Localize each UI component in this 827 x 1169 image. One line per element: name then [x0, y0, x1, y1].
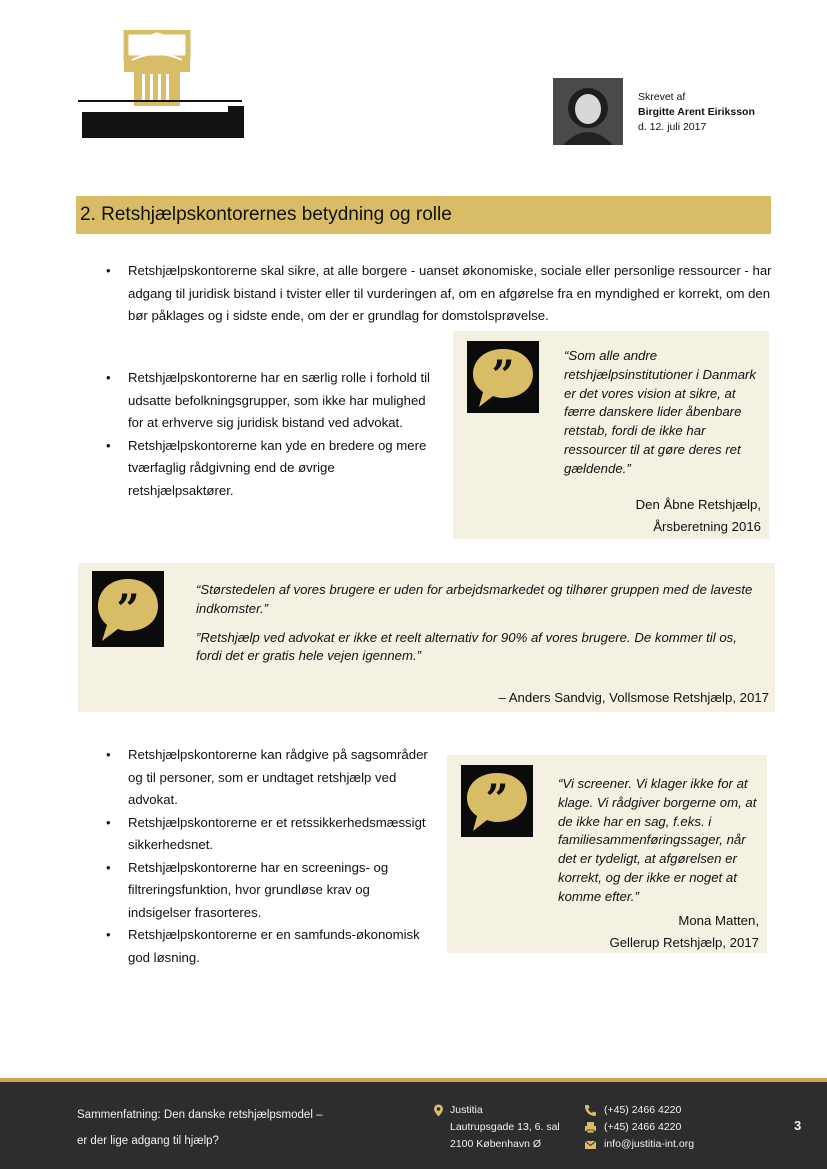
quote-text-group [196, 581, 766, 666]
bullet-list-bottom [106, 744, 436, 969]
logo-wordmark-block [82, 112, 232, 138]
quote-source-line2: Årsberetning 2016 [653, 519, 761, 534]
quote-attribution [509, 910, 759, 954]
svg-text:”: ” [485, 776, 509, 823]
footer-address [432, 1102, 560, 1153]
author-name: Birgitte Arent Eiriksson [638, 106, 755, 118]
svg-text:”: ” [116, 586, 140, 633]
bullet-list-middle [106, 367, 441, 502]
section-header [76, 196, 771, 234]
logo-rule-top [78, 100, 242, 102]
section-title: 2. Retshjælpskontorernes betydning og rolle [80, 204, 452, 225]
quote-text: “Vi screener. Vi klager ikke for at klage. Vi rådgiver borgerne om, at de ikke har en sag, f.eks. i familiesammenføringssager, når det er tydeligt, at afgørelsen er korrekt, og der ikke er noget at komme efter.” [558, 776, 757, 904]
list-item: • Retshjælpskontorerne er et retssikkerhedsmæssigt sikkerhedsnet. [106, 812, 436, 857]
list-item: • Retshjælpskontorerne kan yde en bredere og mere tværfaglig rådgivning end de øvrige retshjælpsaktører. [106, 435, 441, 503]
svg-text:”: ” [491, 352, 515, 399]
footer-street: Lautrupsgade 13, 6. sal [450, 1121, 560, 1133]
footer-email[interactable]: info@justitia-int.org [604, 1138, 695, 1150]
quote-attribution: – Anders Sandvig, Vollsmose Retshjælp, 2017 [498, 690, 769, 705]
list-item: • Retshjælpskontorerne skal sikre, at alle borgere - uanset økonomiske, sociale eller personlige ressourcer - har adgang til juridisk bistand i tvister eller til vurderingen af, om en afgørelse fra en myndighed er korrekt, om den bør påklages og i sidste ende, om der er grundlag for domstolsprøvelse. [106, 260, 786, 328]
list-item: • Retshjælpskontorerne er en samfunds-økonomisk god løsning. [106, 924, 436, 969]
footer-title-line1: Sammenfatning: Den danske retshjælpsmodel – [77, 1109, 323, 1121]
author-date: d. 12. juli 2017 [638, 121, 707, 133]
footer-contact [584, 1102, 694, 1153]
quote-source-line1: Den Åbne Retshjælp, [635, 497, 761, 512]
page-footer [0, 1082, 827, 1169]
fax-icon [584, 1121, 597, 1134]
list-item: • Retshjælpskontorerne har en særlig rolle i forhold til udsatte befolkningsgrupper, som ikke har mulighed for at erhverve sig juridisk bistand ved advokat. [106, 367, 441, 435]
pillar-emblem-icon [120, 30, 194, 108]
logo-wordmark-tail [228, 106, 244, 138]
quote-box-vollsmose [78, 563, 775, 712]
footer-phone: (+45) 2466 4220 [604, 1104, 682, 1116]
quote-attribution [511, 494, 761, 538]
mail-icon [584, 1138, 597, 1151]
quote-bubble-icon [92, 571, 164, 647]
author-written-by: Skrevet af [638, 91, 686, 103]
quote-source-line1: Mona Matten, [678, 913, 759, 928]
bullet-list-top [106, 260, 786, 328]
avatar-portrait-icon [553, 78, 623, 145]
footer-org-name: Justitia [450, 1104, 483, 1116]
location-pin-icon [432, 1104, 445, 1117]
quote-bubble-icon [461, 765, 533, 837]
page-number: 3 [794, 1118, 802, 1133]
quote-bubble-icon [467, 341, 539, 413]
quote-text: “Som alle andre retshjælpsinstitutioner i Danmark er det vores vision at sikre, at færre danskere lider åbenbare retstab, fordi de ikke har ressourcer til at gøre deres ret gældende.” [564, 348, 757, 476]
author-photo [553, 78, 623, 145]
footer-document-title [77, 1102, 377, 1154]
footer-title-line2: er der lige adgang til hjælp? [77, 1135, 219, 1147]
quote-source-line2: Gellerup Retshjælp, 2017 [609, 935, 759, 950]
quote-text: “Størstedelen af vores brugere er uden for arbejdsmarkedet og tilhører gruppen med de laveste indkomster.” [196, 582, 753, 616]
phone-icon [584, 1104, 597, 1117]
justitia-logo [78, 30, 244, 145]
list-item: • Retshjælpskontorerne har en screenings- og filtreringsfunktion, hvor grundløse krav og indsigelser frasorteres. [106, 857, 436, 925]
quote-text: ”Retshjælp ved advokat er ikke et reelt alternativ for 90% af vores brugere. De kommer til os, fordi det er gratis hele vejen igennem.” [196, 629, 737, 664]
quote-box-gellerup [447, 755, 767, 953]
author-info [638, 90, 755, 135]
footer-city: 2100 København Ø [450, 1138, 542, 1150]
footer-fax: (+45) 2466 4220 [604, 1121, 682, 1133]
list-item: • Retshjælpskontorerne kan rådgive på sagsområder og til personer, som er undtaget retshjælp ved advokat. [106, 744, 436, 812]
quote-box-den-aabne [453, 331, 769, 539]
